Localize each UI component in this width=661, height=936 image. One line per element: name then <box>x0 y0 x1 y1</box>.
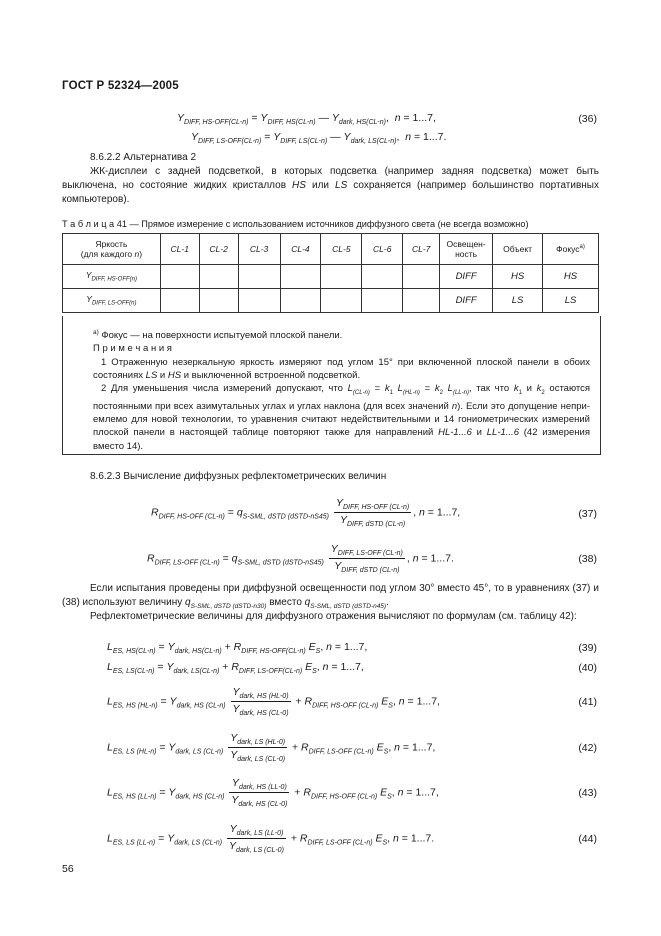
equation-number-38: (38) <box>578 553 597 565</box>
table-cell <box>362 265 403 289</box>
table-cell-object: HS <box>493 265 543 289</box>
col-header-cl3: CL-3 <box>238 234 280 265</box>
note-1: 1 Отраженную незеркальную яркость измеряют под углом 15° при включенной плоской панели в обоих состояниях LS и HS и выключенной встроенной подсветкой. <box>93 356 590 381</box>
table-header-row <box>63 234 599 265</box>
table-footnote: $^{а)}$ Фокус — на поверхности испытуемой плоской панели. <box>93 329 343 342</box>
paragraph-reflectometric: Рефлектометрические величины для диффузного отражения вычисляют по формулам (см. таблицу 42): <box>90 611 577 622</box>
note-2: 2 Для уменьшения числа измерений допускают, что $L_{(CL-n)} = k_1$ $L_{(HL-n)} = k_2$ $L_{(LL-n)}$, так что $k_1$ и $k_2$ остаются постоянными при всех азимутальных углах и углах наклона (для всех значений n). Если это допущение непри-емлемо для новой технологии, то уравнения считают недействительными и 14 гониометрических измерений плоской панели в настоящей таблице повторяют также для направлений HL-1...6 и LL-1...6 (42 измерения вместо 14). <box>93 382 591 452</box>
document-header: ГОСТ Р 52324—2005 <box>62 80 179 92</box>
table-41 <box>62 233 599 313</box>
equation-37: $R_{DIFF, HS-OFF (CL-n)} = q_{S-SML, dSTD (dSTD-nS45)}$ $\frac{Y_{DIFF, HS-OFF (CL-n)}}{Y_{DIFF, dSTD (CL-n)}}$ , n = 1...7, <box>151 497 461 529</box>
equation-number-36: (36) <box>578 113 597 125</box>
equation-number-39: (39) <box>578 642 597 654</box>
table-cell <box>280 265 321 289</box>
section-8623-heading: 8.6.2.3 Вычисление диффузных рефлектометрических величин <box>90 471 387 482</box>
section-8622-heading: 8.6.2.2 Альтернатива 2 <box>90 152 197 163</box>
col-header-cl1: CL-1 <box>160 234 199 265</box>
equation-number-40: (40) <box>578 662 597 674</box>
notes-title: П р и м е ч а н и я <box>93 343 172 355</box>
col-header-cl6: CL-6 <box>362 234 403 265</box>
equation-43: $L_{ES, HS (LL-n)} = Y_{dark, HS (CL-n)}$ $\frac{Y_{dark, HS (LL-0)}}{Y_{dark, HS (CL-0)}}$ + $R_{DIFF, HS-OFF (CL-n)}$ $E_S$, n = 1...7, <box>107 777 439 809</box>
table-cell-illum: DIFF <box>440 265 493 289</box>
col-header-brightness: Яркость (для каждого n) <box>63 234 161 265</box>
table-cell <box>160 289 199 313</box>
col-header-object: Объект <box>493 234 543 265</box>
col-header-cl5: CL-5 <box>321 234 362 265</box>
col-header-cl2: CL-2 <box>199 234 238 265</box>
table-cell <box>321 289 362 313</box>
equation-44: $L_{ES, LS (LL-n)} = Y_{dark, LS (CL-n)}$ $\frac{Y_{dark, LS (LL-0)}}{Y_{dark, LS (CL-0)}}$ + $R_{DIFF, LS-OFF (CL-n)}$ $E_S$, n = 1...7. <box>107 823 435 855</box>
equation-42: $L_{ES, LS (HL-n)} = Y_{dark, LS (CL-n)}$ $\frac{Y_{dark, LS (HL-0)}}{Y_{dark, LS (CL-0)}}$ + $R_{DIFF, LS-OFF (CL-n)}$ $E_S$, n = 1...7, <box>107 732 436 764</box>
row-label-ls: $Y_{DIFF, LS-OFF(n)}$ <box>63 289 161 313</box>
equation-number-41: (41) <box>578 696 597 708</box>
col-header-illuminance: Освещен- ность <box>440 234 493 265</box>
table-cell <box>160 265 199 289</box>
table-41-notes <box>62 316 601 455</box>
page-number: 56 <box>62 863 74 875</box>
table-cell-object: LS <box>493 289 543 313</box>
col-header-cl4: CL-4 <box>280 234 321 265</box>
table-41-caption: Т а б л и ц а 41 — Прямое измерение с использованием источников диффузного света (не всегда возможно) <box>62 219 529 229</box>
table-cell <box>199 265 238 289</box>
table-cell-illum: DIFF <box>440 289 493 313</box>
col-header-cl7: CL-7 <box>403 234 440 265</box>
table-row <box>63 265 599 289</box>
row-label-hs: $Y_{DIFF, HS-OFF(n)}$ <box>63 265 161 289</box>
table-cell <box>403 265 440 289</box>
equation-36-line2: $Y_{DIFF, LS-OFF(CL-n)} = Y_{DIFF, LS(CL-n)}$ — $Y_{dark, LS(CL-n)}$, n = 1...7. <box>191 131 447 146</box>
col-header-focus: Фокус$^{а)}$ <box>543 234 599 265</box>
equation-number-43: (43) <box>578 787 597 799</box>
equation-number-44: (44) <box>578 833 597 845</box>
table-cell <box>321 265 362 289</box>
table-cell <box>199 289 238 313</box>
equation-number-42: (42) <box>578 742 597 754</box>
equation-39: $L_{ES, HS(CL-n)} = Y_{dark, HS(CL-n)} + R_{DIFF, HS-OFF(CL-n)}$ $E_S$, n = 1...7, <box>107 641 368 656</box>
section-8622-body: ЖК-дисплеи с задней подсветкой, в которых подсветка (например задняя подсветка) может быть выключена, но состояние жидких кристаллов HS или LS сохраняется (например большинство портативных компьютеров). <box>62 166 599 205</box>
equation-41: $L_{ES, HS (HL-n)} = Y_{dark, HS (CL-n)}$ $\frac{Y_{dark, HS (HL-0)}}{Y_{dark, HS (CL-0)}}$ + $R_{DIFF, HS-OFF (CL-n)}$ $E_S$, n = 1...7, <box>107 686 440 718</box>
table-cell <box>280 289 321 313</box>
equation-36-line1: $Y_{DIFF, HS-OFF(CL-n)} = Y_{DIFF, HS(CL-n)}$ — $Y_{dark, HS(CL-n)}$, n = 1...7, <box>177 112 436 127</box>
paragraph-diffuse-30: Если испытания проведены при диффузной освещенности под углом 30° вместо 45°, то в уравнениях (37) и (38) используют величину $q_{S-SML, dSTD (dSTD-n30)}$ вместо $q_{S-SML, dSTD (dSTD-n45)}$. <box>62 583 599 610</box>
table-cell <box>362 289 403 313</box>
table-cell-focus: HS <box>543 265 599 289</box>
table-cell <box>238 265 280 289</box>
table-cell-focus: LS <box>543 289 599 313</box>
table-row <box>63 289 599 313</box>
equation-40: $L_{ES, LS(CL-n)} = Y_{dark, LS(CL-n)} + R_{DIFF, LS-OFF(CL-n)}$ $E_S$, n = 1...7, <box>107 661 364 676</box>
table-cell <box>403 289 440 313</box>
equation-38: $R_{DIFF, LS-OFF (CL-n)} = q_{S-SML, dSTD (dSTD-nS45)}$ $\frac{Y_{DIFF, LS-OFF (CL-n)}}{Y_{DIFF, dSTD (CL-n)}}$ , n = 1...7. <box>147 543 454 575</box>
table-cell <box>238 289 280 313</box>
equation-number-37: (37) <box>578 508 597 520</box>
